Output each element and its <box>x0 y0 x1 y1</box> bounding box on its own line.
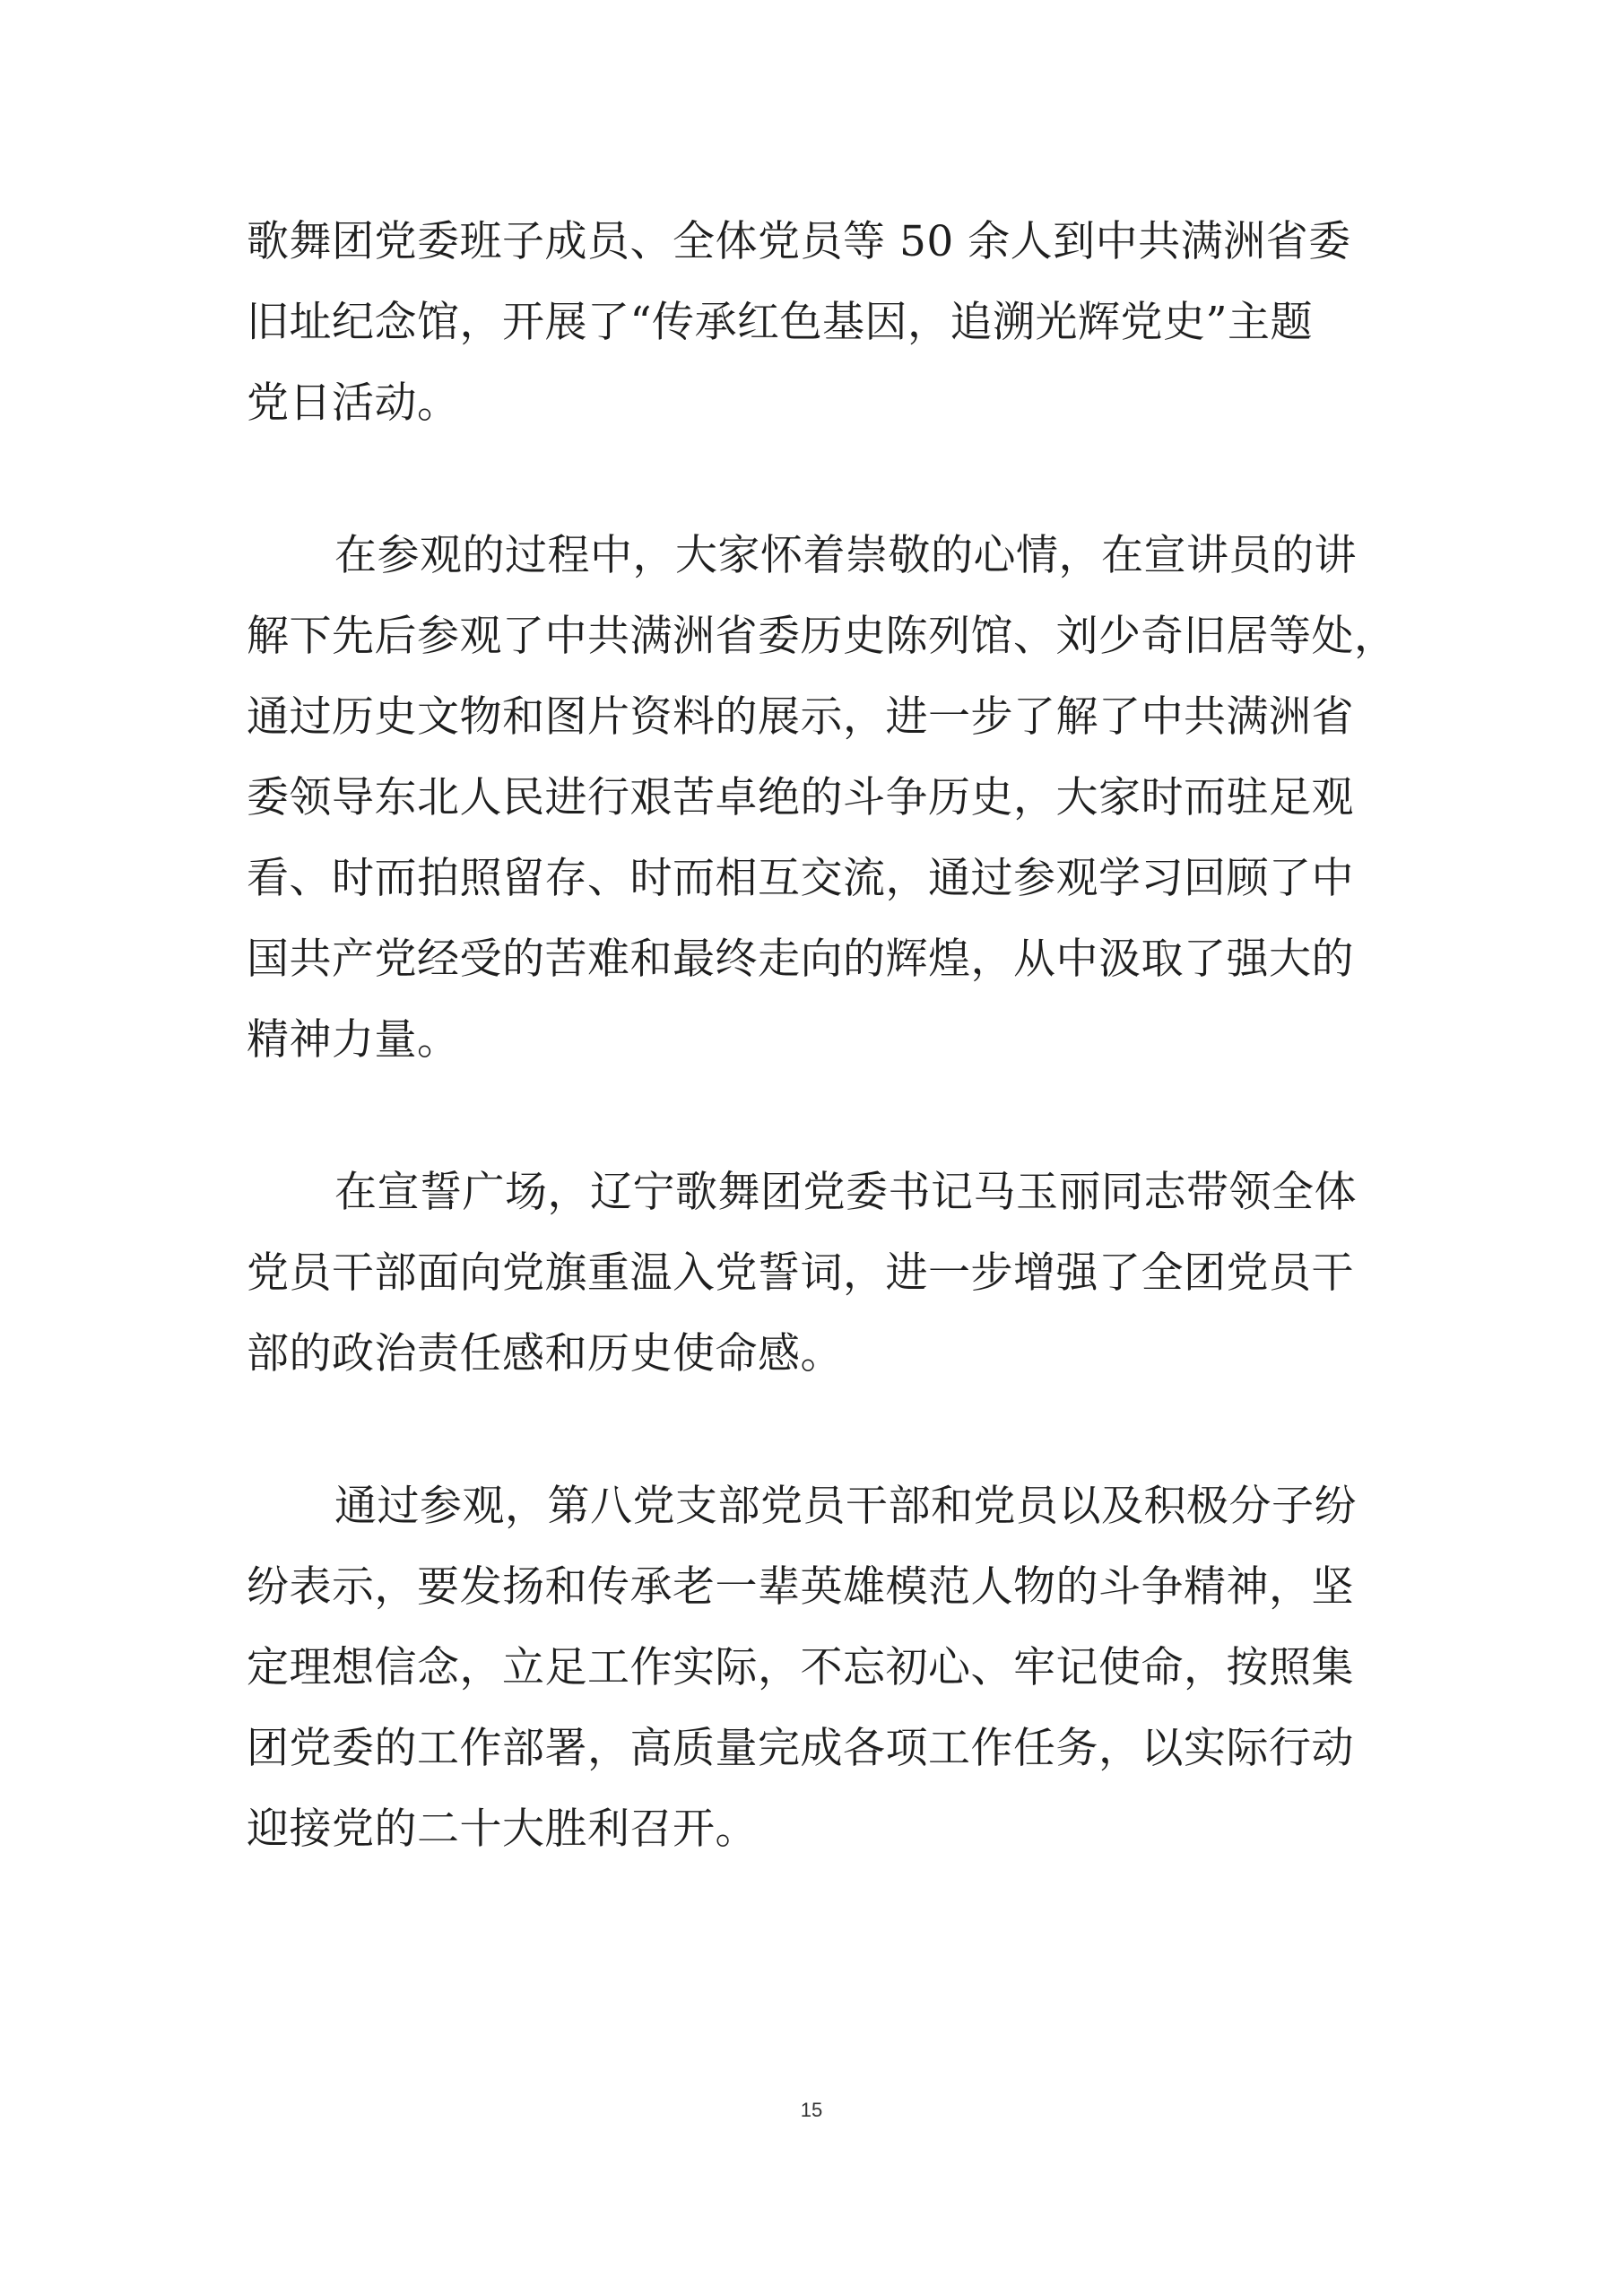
paragraph-4 <box>247 1466 1385 1870</box>
text-line: 团党委的工作部署，高质量完成各项工作任务，以实际行动 <box>247 1724 1354 1773</box>
text-line: 部的政治责任感和历史使命感。 <box>247 1329 843 1378</box>
text-line: 定理想信念，立足工作实际，不忘初心、牢记使命，按照集 <box>247 1643 1354 1692</box>
text-line: 解下先后参观了中共满洲省委历史陈列馆、刘少奇旧居等处， <box>247 612 1397 661</box>
paragraph-spacer <box>247 444 1385 516</box>
text-line: 通过参观，第八党支部党员干部和党员以及积极分子纷 <box>334 1482 1357 1531</box>
paragraph-2 <box>247 516 1397 1081</box>
paragraph-spacer <box>247 1395 1385 1466</box>
page-number: 15 <box>800 2099 823 2121</box>
text-line: 委领导东北人民进行艰苦卓绝的斗争历史，大家时而驻足观 <box>247 773 1354 822</box>
text-line: 党员干部面向党旗重温入党誓词，进一步增强了全团党员干 <box>247 1248 1354 1298</box>
text-line: 歌舞团党委班子成员、全体党员等 50 余人到中共满洲省委 <box>247 217 1351 266</box>
text-line: 旧址纪念馆，开展了“传承红色基因，追溯光辉党史”主题 <box>247 298 1314 347</box>
text-line: 通过历史文物和图片资料的展示，进一步了解了中共满洲省 <box>247 692 1354 742</box>
text-line: 看、时而拍照留存、时而相互交流，通过参观学习回顾了中 <box>247 854 1354 903</box>
text-line: 在宣誓广场，辽宁歌舞团党委书记马玉丽同志带领全体 <box>334 1168 1357 1217</box>
body-text <box>247 202 1397 1870</box>
text-line: 在参观的过程中，大家怀着崇敬的心情，在宣讲员的讲 <box>334 531 1357 580</box>
text-line: 迎接党的二十大胜利召开。 <box>247 1805 758 1854</box>
paragraph-1 <box>247 202 1385 444</box>
paragraph-3 <box>247 1152 1385 1395</box>
text-line: 纷表示，要发扬和传承老一辈英雄模范人物的斗争精神，坚 <box>247 1562 1354 1612</box>
text-line: 党日活动。 <box>247 378 460 428</box>
paragraph-spacer <box>247 1081 1385 1152</box>
text-line: 国共产党经受的苦难和最终走向的辉煌，从中汲取了强大的 <box>247 935 1354 984</box>
text-line: 精神力量。 <box>247 1015 460 1065</box>
